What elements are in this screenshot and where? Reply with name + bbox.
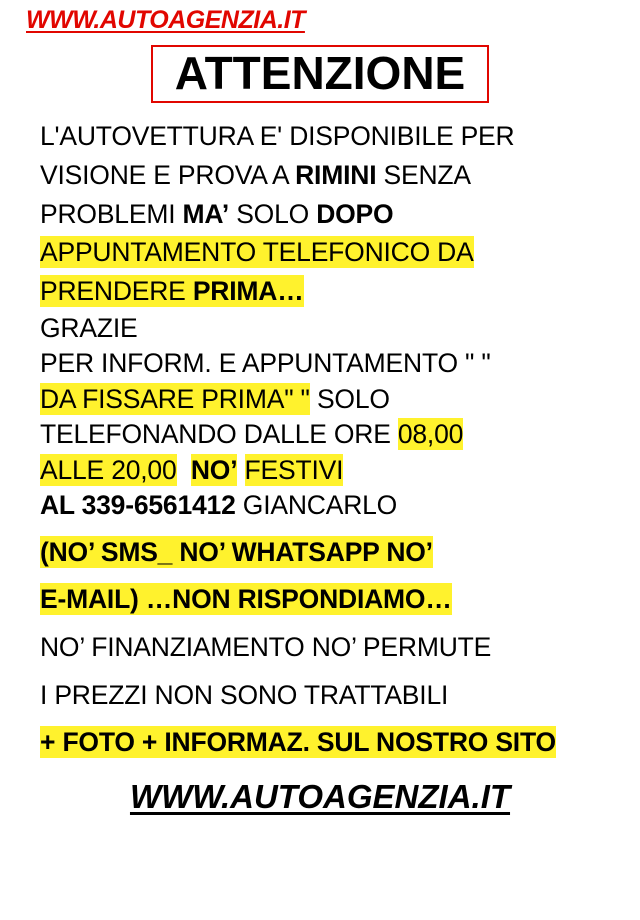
line-8-highlight-a: DA FISSARE bbox=[40, 383, 202, 414]
notice-line-14 bbox=[40, 628, 622, 667]
line-16-highlight: + FOTO + INFORMAZ. SUL NOSTRO SITO bbox=[40, 727, 556, 758]
notice-body bbox=[0, 117, 640, 762]
line-15-text: I PREZZI NON SONO TRATTABILI bbox=[40, 679, 449, 710]
line-13-highlight-a: E-MAIL) bbox=[40, 584, 146, 615]
line-2-text-a: VISIONE E PROVA A bbox=[40, 159, 296, 190]
line-4-highlight: APPUNTAMENTO TELEFONICO DA bbox=[40, 237, 474, 268]
contact-name: GIANCARLO bbox=[235, 490, 398, 521]
line-9-hour-start: 08,00 bbox=[397, 419, 464, 450]
line-8-highlight-b: PRIMA" " bbox=[201, 383, 310, 414]
notice-line-11 bbox=[40, 488, 622, 524]
notice-line-2 bbox=[40, 156, 622, 195]
notice-line-8 bbox=[40, 382, 622, 418]
notice-line-13 bbox=[40, 580, 622, 619]
attention-box bbox=[151, 45, 489, 103]
line-13-highlight-b: …NON RISPONDIAMO… bbox=[145, 584, 452, 615]
notice-line-15 bbox=[40, 676, 622, 715]
notice-line-9 bbox=[40, 417, 622, 453]
line-10-festivi: FESTIVI bbox=[244, 454, 344, 485]
line-3-text-a: PROBLEMI bbox=[40, 198, 183, 229]
line-2-text-c: SENZA bbox=[376, 159, 471, 190]
attention-banner bbox=[0, 45, 640, 103]
notice-line-4 bbox=[40, 233, 622, 272]
line-12-highlight: (NO’ SMS_ NO’ WHATSAPP NO’ bbox=[40, 536, 433, 567]
line-10-hour-end: ALLE 20,00 bbox=[40, 454, 177, 485]
notice-line-16 bbox=[40, 723, 622, 762]
notice-line-7 bbox=[40, 346, 622, 382]
line-8-text-c: SOLO bbox=[309, 383, 390, 414]
line-1-text: L'AUTOVETTURA E' DISPONIBILE PER bbox=[40, 121, 515, 152]
notice-line-5 bbox=[40, 272, 622, 311]
line-5-highlight-a: PRENDERE bbox=[40, 276, 193, 307]
attention-title: ATTENZIONE bbox=[174, 47, 466, 99]
site-url-bottom bbox=[0, 778, 640, 816]
notice-line-10 bbox=[40, 453, 622, 489]
line-10-no: NO’ bbox=[190, 454, 238, 485]
site-url-top: WWW.AUTOAGENZIA.IT bbox=[26, 6, 305, 34]
line-2-city: RIMINI bbox=[295, 159, 377, 190]
notice-line-3 bbox=[40, 195, 622, 234]
line-9-text-a: TELEFONANDO DALLE ORE bbox=[40, 419, 398, 450]
line-3-text-c: SOLO bbox=[229, 198, 317, 229]
line-5-highlight-b: PRIMA… bbox=[192, 276, 304, 307]
notice-line-1 bbox=[40, 117, 622, 156]
notice-line-12 bbox=[40, 533, 622, 572]
phone-number: AL 339-6561412 bbox=[40, 490, 236, 521]
site-url-bottom-text: WWW.AUTOAGENZIA.IT bbox=[129, 778, 511, 816]
line-7-text: PER INFORM. E APPUNTAMENTO " " bbox=[40, 348, 491, 379]
notice-line-6 bbox=[40, 311, 622, 347]
line-3-emph-dopo: DOPO bbox=[316, 198, 394, 229]
line-6-text: GRAZIE bbox=[40, 312, 138, 343]
line-14-text: NO’ FINANZIAMENTO NO’ PERMUTE bbox=[40, 632, 492, 663]
line-3-emph-ma: MA’ bbox=[182, 198, 230, 229]
